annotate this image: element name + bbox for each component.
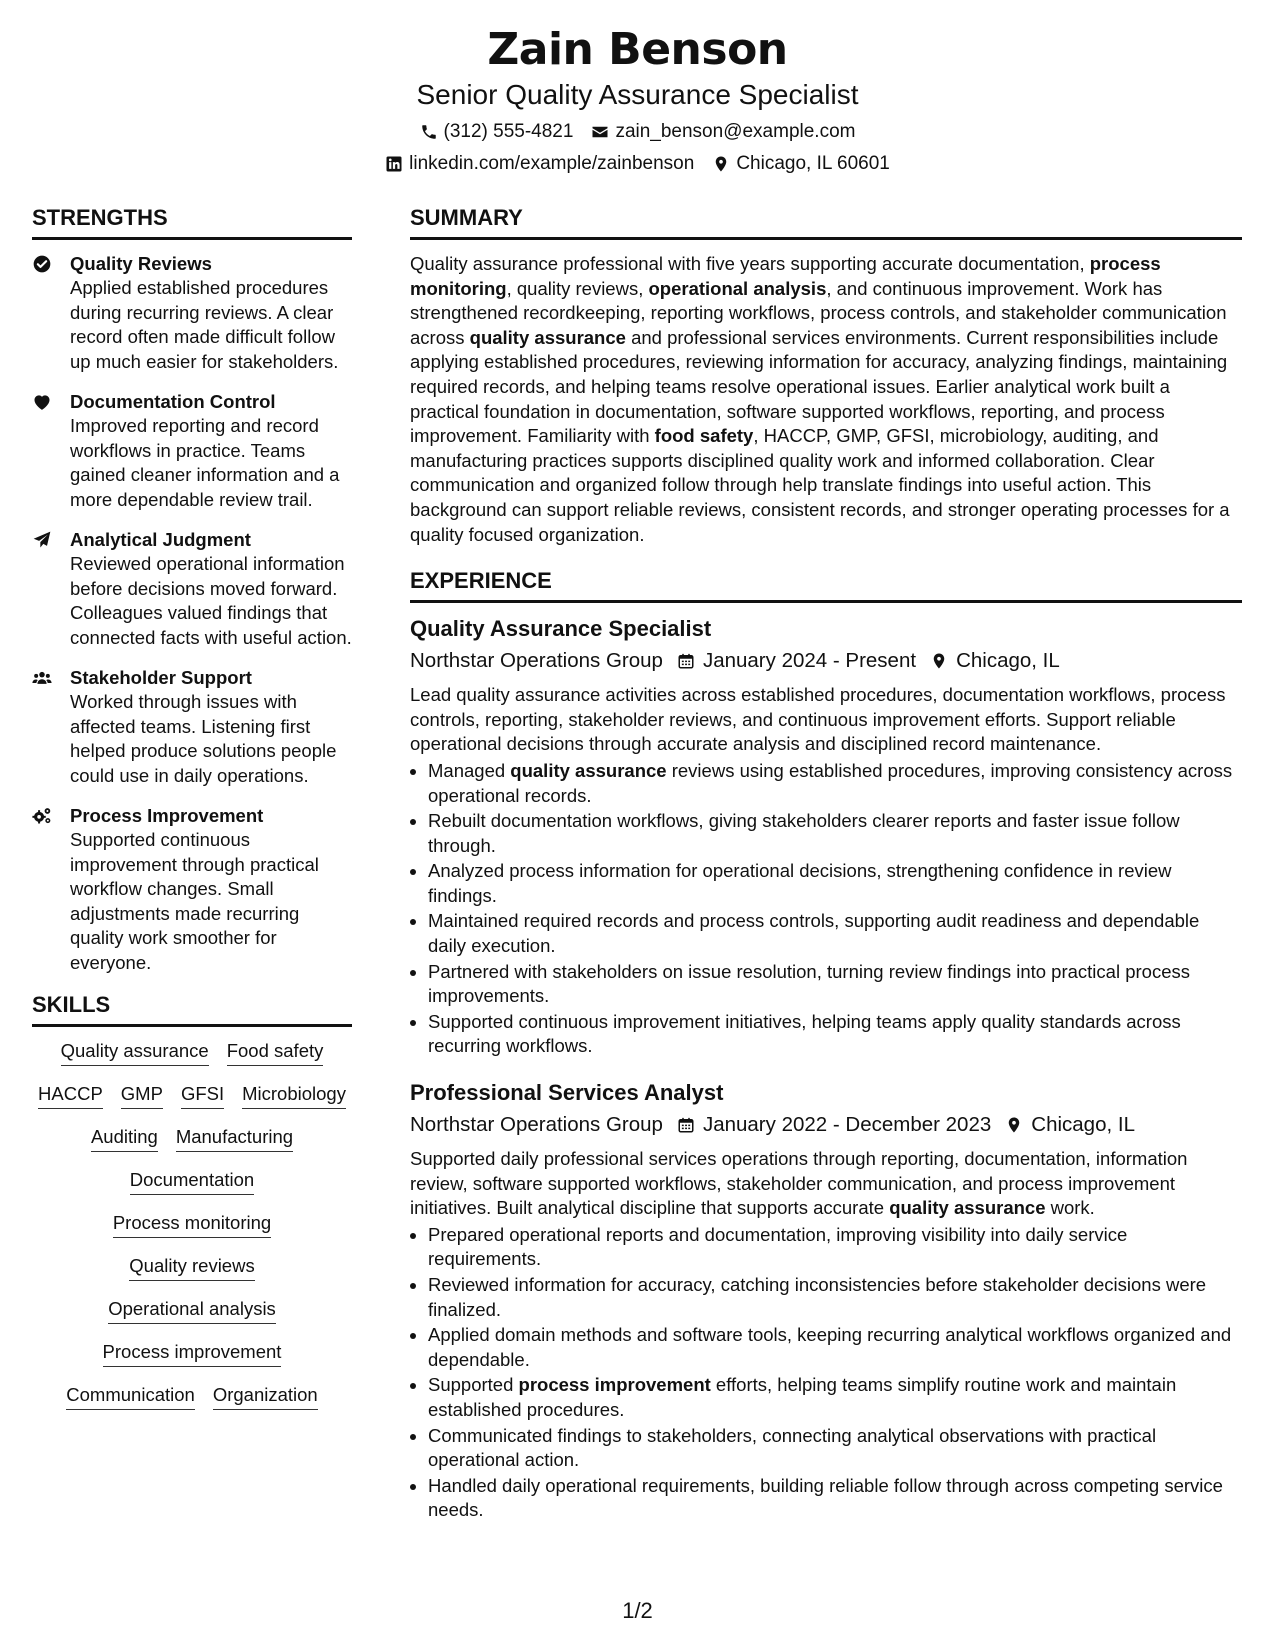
- text-segment: reviews using established procedures, improving consistency across operational records.: [428, 759, 1233, 806]
- skill-tag: GMP: [121, 1082, 163, 1109]
- bold-keyword: process monitoring: [410, 253, 1161, 299]
- skill-tag: Quality reviews: [129, 1254, 254, 1281]
- skill-tag: Microbiology: [242, 1082, 346, 1109]
- skill-tag: Communication: [66, 1383, 195, 1410]
- paper-plane-icon: [32, 528, 70, 650]
- check-circle-icon: [32, 252, 70, 374]
- skill-row: [32, 1340, 352, 1367]
- text-segment: Handled daily operational requirements, building reliable follow through across competing service needs.: [428, 1474, 1223, 1521]
- job-bullet: [428, 1323, 1242, 1372]
- skills-list: [32, 1039, 352, 1410]
- strength-title: Analytical Judgment: [70, 529, 251, 550]
- calendar-icon: [677, 1116, 695, 1134]
- heart-icon: [32, 390, 70, 512]
- strength-item: [32, 804, 352, 975]
- location-contact: [712, 152, 890, 176]
- strength-item: [32, 528, 352, 650]
- candidate-name: Zain Benson: [487, 24, 788, 75]
- skill-tag: Documentation: [130, 1168, 254, 1195]
- skills-heading: SKILLS: [32, 991, 352, 1027]
- bold-keyword: quality assurance: [469, 326, 626, 348]
- bold-keyword: food safety: [654, 425, 754, 447]
- skill-row: [32, 1297, 352, 1324]
- skill-tag: Process improvement: [103, 1340, 282, 1367]
- skill-row: [32, 1211, 352, 1238]
- dates-text: January 2024 - Present: [702, 649, 917, 673]
- job-entry: [410, 615, 1242, 1059]
- text-segment: efforts, helping teams simplify routine work and maintain established procedures.: [428, 1374, 1177, 1420]
- skill-tag: Manufacturing: [176, 1125, 293, 1152]
- job-bullet: [428, 1273, 1242, 1322]
- job-bullet: [428, 1424, 1242, 1473]
- job-bullet: [428, 859, 1242, 908]
- dates-text: January 2022 - December 2023: [702, 1113, 992, 1137]
- strength-title: Stakeholder Support: [70, 667, 252, 688]
- linkedin-icon: [385, 155, 403, 173]
- bold-keyword: operational analysis: [648, 277, 827, 299]
- skill-row: [32, 1168, 352, 1195]
- job-bullet: [428, 759, 1242, 808]
- job-bullet: [428, 1373, 1242, 1422]
- strength-title: Quality Reviews: [70, 253, 212, 274]
- job-title: Professional Services Analyst: [410, 1080, 724, 1106]
- skill-tag: Operational analysis: [108, 1297, 276, 1324]
- map-pin-icon: [1005, 1116, 1023, 1134]
- email-text: zain_benson@example.com: [615, 121, 856, 142]
- job-dates: [677, 1111, 991, 1139]
- contact-row-2: [0, 152, 1275, 176]
- job-bullet: [428, 1474, 1242, 1523]
- job-bullet: [428, 1010, 1242, 1059]
- text-segment: Supported: [428, 1374, 519, 1396]
- job-description: [410, 1147, 1242, 1221]
- text-segment: Prepared operational reports and documentation, improving visibility into daily service requirements.: [428, 1223, 1128, 1270]
- skill-row: [32, 1383, 352, 1410]
- gears-icon: [32, 804, 70, 975]
- job-meta: [410, 1111, 1242, 1139]
- page-number: 1/2: [622, 1598, 653, 1623]
- summary-text: [410, 252, 1242, 547]
- job-bullet: [428, 909, 1242, 958]
- text-segment: , quality reviews,: [506, 277, 649, 299]
- skill-tag: Organization: [213, 1383, 318, 1410]
- linkedin-text: linkedin.com/example/zainbenson: [409, 153, 695, 174]
- job-location: [930, 647, 1060, 675]
- skill-tag: Food safety: [227, 1039, 324, 1066]
- job-bullets: [410, 1223, 1242, 1523]
- job-title: Quality Assurance Specialist: [410, 616, 712, 642]
- text-segment: Maintained required records and process controls, supporting audit readiness and dependable daily execution.: [428, 910, 1200, 957]
- email-contact[interactable]: [591, 120, 855, 144]
- skill-tag: HACCP: [38, 1082, 103, 1109]
- users-icon: [32, 666, 70, 788]
- job-bullet: [428, 809, 1242, 858]
- bold-keyword: process improvement: [518, 1374, 711, 1396]
- text-segment: Managed: [428, 759, 511, 781]
- candidate-title: Senior Quality Assurance Specialist: [416, 79, 859, 110]
- job-dates: [677, 647, 916, 675]
- text-segment: Reviewed information for accuracy, catching inconsistencies before stakeholder decisions were finalized.: [428, 1274, 1207, 1320]
- text-segment: , HACCP, GMP, GFSI, microbiology, auditing, and manufacturing practices supports disciplined quality work and informed collaboration. Clear communication and organized follow through help translate findings into useful action. This background can support reliable reviews, consistent records, and stronger operating processes for a quality focused organization.: [410, 425, 1230, 545]
- resume-header: [0, 22, 1275, 176]
- skill-row: [32, 1039, 352, 1066]
- strength-desc: Applied established procedures during recurring reviews. A clear record often made difficult follow up much easier for stakeholders.: [70, 277, 339, 372]
- location-text: Chicago, IL: [956, 649, 1060, 673]
- strength-desc: Supported continuous improvement through practical workflow changes. Small adjustments made recurring quality work smoother for everyone.: [70, 829, 319, 973]
- text-segment: work.: [1045, 1197, 1095, 1219]
- text-segment: Rebuilt documentation workflows, giving stakeholders clearer reports and faster issue follow through.: [428, 810, 1180, 856]
- strength-desc: Improved reporting and record workflows in practice. Teams gained cleaner information and a more dependable review trail.: [70, 415, 340, 510]
- linkedin-contact[interactable]: [385, 152, 694, 176]
- job-description: Lead quality assurance activities across established procedures, documentation workflows, process controls, reporting, stakeholder reviews, and continuous improvement efforts. Support reliable operational decisions through accurate analysis and disciplined record maintenance.: [410, 684, 1226, 755]
- job-entry: [410, 1079, 1242, 1523]
- summary-heading: SUMMARY: [410, 204, 1242, 240]
- calendar-icon: [677, 652, 695, 670]
- skill-tag: Auditing: [91, 1125, 158, 1152]
- map-pin-icon: [712, 155, 730, 173]
- envelope-icon: [591, 123, 609, 141]
- job-company: [410, 647, 663, 675]
- strength-title: Process Improvement: [70, 805, 264, 826]
- skill-row: [32, 1254, 352, 1281]
- map-pin-icon: [930, 652, 948, 670]
- experience-heading: EXPERIENCE: [410, 567, 1242, 603]
- text-segment: Partnered with stakeholders on issue resolution, turning review findings into practical process improvements.: [428, 960, 1190, 1007]
- text-segment: Communicated findings to stakeholders, connecting analytical observations with practical operational action.: [428, 1424, 1157, 1471]
- skill-row: [32, 1082, 352, 1109]
- strengths-list: [32, 252, 352, 975]
- skill-row: [32, 1125, 352, 1152]
- job-bullets: [410, 759, 1242, 1059]
- skill-tag: Process monitoring: [113, 1211, 271, 1238]
- bold-keyword: quality assurance: [510, 759, 667, 781]
- strength-desc: Worked through issues with affected teams. Listening first helped produce solutions people could use in daily operations.: [70, 691, 337, 786]
- phone-icon: [420, 123, 438, 141]
- bold-keyword: quality assurance: [889, 1197, 1046, 1219]
- right-column: [410, 204, 1242, 1543]
- job-bullet: [428, 1223, 1242, 1272]
- text-segment: Applied domain methods and software tools, keeping recurring analytical workflows organized and dependable.: [428, 1324, 1232, 1370]
- text-segment: Quality assurance professional with five years supporting accurate documentation,: [410, 253, 1090, 274]
- company-text: Northstar Operations Group: [410, 1113, 663, 1137]
- text-segment: Supported daily professional services operations through reporting, documentation, information review, software supported workflows, stakeholder communication, and process improvement initiatives. Built analytical discipline that supports accurate: [410, 1148, 1188, 1219]
- strength-title: Documentation Control: [70, 391, 276, 412]
- text-segment: Analyzed process information for operational decisions, strengthening confidence in review findings.: [428, 860, 1172, 906]
- text-segment: Supported continuous improvement initiatives, helping teams apply quality standards across recurring workflows.: [428, 1010, 1181, 1057]
- strength-desc: Reviewed operational information before decisions moved forward. Colleagues valued findings that connected facts with useful action.: [70, 553, 352, 648]
- strengths-heading: STRENGTHS: [32, 204, 352, 240]
- phone-text: (312) 555-4821: [443, 121, 574, 142]
- strength-item: [32, 666, 352, 788]
- strength-item: [32, 252, 352, 374]
- text-segment: , and continuous improvement. Work has strengthened recordkeeping, reporting workflows, process controls, and stakeholder communication across: [410, 277, 1227, 348]
- strength-item: [32, 390, 352, 512]
- skill-tag: Quality assurance: [61, 1039, 209, 1066]
- job-meta: [410, 647, 1242, 675]
- job-company: [410, 1111, 663, 1139]
- company-text: Northstar Operations Group: [410, 649, 663, 673]
- location-text: Chicago, IL: [1031, 1113, 1135, 1137]
- text-segment: and professional services environments. Current responsibilities include applying established procedures, reviewing information for accuracy, analyzing findings, maintaining required records, and helping teams resolve operational issues. Earlier analytical work built a practical foundation in documentation, software supported workflows, reporting, and process improvement. Familiarity with: [410, 326, 1228, 447]
- phone-contact: [420, 120, 574, 144]
- job-location: [1005, 1111, 1135, 1139]
- skill-tag: GFSI: [181, 1082, 224, 1109]
- location-text: Chicago, IL 60601: [736, 153, 890, 174]
- job-bullet: [428, 960, 1242, 1009]
- contact-row-1: [0, 120, 1275, 144]
- left-column: [32, 204, 352, 1426]
